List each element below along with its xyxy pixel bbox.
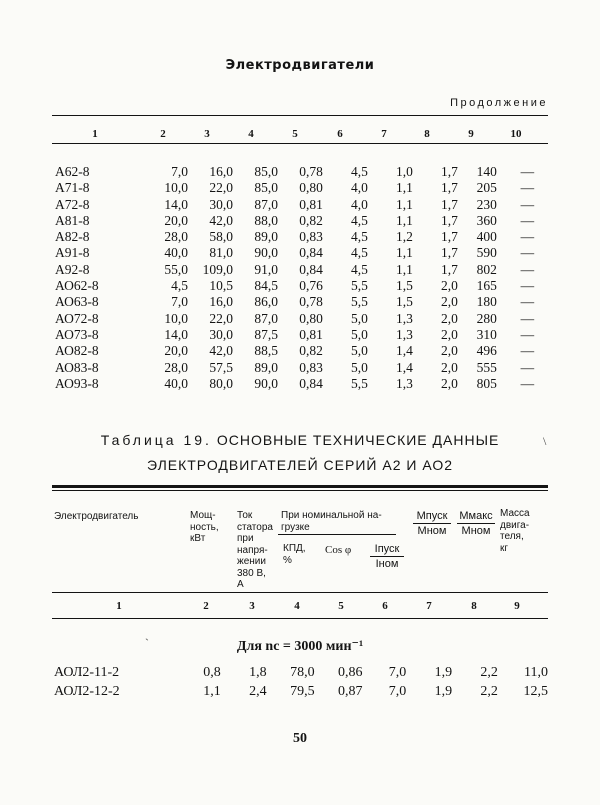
table-cell: — [520,261,535,277]
table-row [52,343,552,359]
table-cell: 140 [476,164,497,179]
table-cell: — [520,326,535,342]
table-cell: 89,0 [254,359,278,375]
table-row [52,682,548,701]
table-cell: 2,0 [441,359,458,375]
table-cell: 1,3 [396,326,413,342]
header-power-l1: Мощ- [190,510,216,521]
table-cell: 802 [476,261,497,277]
header-ipusk-num: Iпуск [370,543,404,557]
t1-colnum-1: 1 [92,128,98,140]
table-cell: 0,82 [299,343,323,359]
table-cell: 87,5 [254,326,278,342]
t2-colnum-4: 4 [294,600,300,612]
page-number: 50 [293,731,307,746]
table-cell: 1,9 [434,683,453,699]
header-mass-l4: кг [500,542,509,554]
table-cell: 2,0 [441,310,458,326]
table-cell: 4,0 [351,196,368,212]
table-cell: 42,0 [209,343,233,359]
table-cell: 4,5 [351,245,368,261]
cell-motor-type: А71-8 [55,180,90,196]
header-current-l7: А [237,579,244,590]
table-cell: 0,78 [299,294,323,310]
t1-colnum-10: 10 [510,128,522,140]
table-cell: 88,5 [254,343,278,359]
table-cell: 5,5 [351,294,368,310]
table-cell: 2,0 [441,326,458,342]
table-cell: 58,0 [209,229,233,245]
header-mmaks [457,510,495,537]
table-cell: 4,5 [351,229,368,245]
table-cell: 7,0 [171,294,188,310]
table-cell: 1,3 [396,310,413,326]
table2-top-rule-thin [52,490,548,491]
table-cell: 7,0 [388,664,407,680]
table-row [52,180,552,196]
table-cell: 590 [476,245,497,261]
table2-top-rule-thick [52,485,548,488]
cell-motor-type: АО62-8 [55,278,99,294]
table-cell: 79,5 [290,683,315,699]
table-cell: — [520,180,535,196]
table-cell: 0,86 [337,664,363,680]
header-current-l1: Ток [237,510,253,521]
header-mpusk-den: Мном [417,525,447,537]
cell-motor-type: А91-8 [55,245,90,261]
table-cell: 0,76 [299,278,323,294]
table-cell: 2,0 [441,375,458,391]
table-cell: 1,1 [203,683,221,699]
t2-colnum-8: 8 [471,600,477,612]
table-cell: 11,0 [524,664,548,680]
cell-motor-type: АО82-8 [55,343,99,359]
table-cell: — [520,212,535,228]
table-cell: 2,0 [441,343,458,359]
table1-top-rule [52,115,548,116]
t1-colnum-5: 5 [292,128,298,140]
cell-motor-type: АО83-8 [55,359,99,375]
table-cell: 1,7 [441,229,458,245]
table-cell: 109,0 [202,261,233,277]
t1-colnum-8: 8 [424,128,430,140]
header-ipusk-den: Iном [375,558,399,570]
table-cell: 1,1 [396,245,413,261]
table-cell: 0,82 [299,212,323,228]
table2-caption-label: Таблица 19. [100,432,212,448]
table-cell: 1,1 [396,196,413,212]
header-nominal [281,510,382,533]
header-mpusk-num: Мпуск [413,510,451,524]
table-cell: 1,7 [441,261,458,277]
t2-colnum-7: 7 [426,600,432,612]
table-cell: 2,2 [480,683,498,699]
table-cell: 1,1 [396,261,413,277]
table2-caption-line1 [0,432,600,448]
header-nominal-l2: грузке [281,521,310,533]
table-row [52,245,552,261]
table2-caption-title1: ОСНОВНЫЕ ТЕХНИЧЕСКИЕ ДАННЫЕ [216,432,500,448]
table-cell: 4,0 [351,180,368,196]
cell-motor-type: А72-8 [55,196,90,212]
table-cell: — [520,375,535,391]
table-cell: 20,0 [164,343,188,359]
table-row [52,327,552,343]
table-cell: 10,0 [164,180,188,196]
cell-motor-type: А81-8 [55,212,90,228]
cell-motor-type: А62-8 [55,164,90,179]
header-current-l4: напря- [237,544,268,556]
table-cell: 90,0 [254,375,278,391]
table2 [52,663,548,701]
header-mass-l2: двига- [500,519,530,531]
table-cell: 5,0 [351,310,368,326]
t1-colnum-6: 6 [337,128,343,140]
table-cell: 0,83 [299,229,323,245]
table-row [52,294,552,310]
table-cell: 1,3 [396,375,413,391]
table-cell: 2,4 [249,683,267,699]
table-row [52,229,552,245]
header-mmaks-den: Мном [461,525,491,537]
table-cell: 1,5 [396,294,413,310]
table-row [52,360,552,376]
table-cell: — [520,229,535,245]
t1-colnum-9: 9 [468,128,474,140]
table-cell: — [520,294,535,310]
table-cell: 80,0 [209,375,233,391]
table-cell: 4,5 [351,261,368,277]
table-cell: 230 [476,196,497,212]
t2-colnum-9: 9 [514,600,520,612]
header-current [237,510,273,591]
table-cell: 0,84 [299,261,323,277]
table-cell: 205 [476,180,497,196]
table-cell: 16,0 [209,164,233,179]
table-cell: 7,0 [171,164,188,179]
table-cell: 2,0 [441,278,458,294]
table-cell: 2,2 [480,664,498,680]
table2-colnum-rule [52,618,548,619]
table-cell: 1,4 [396,343,413,359]
table-cell: 22,0 [209,310,233,326]
table-cell: 400 [476,229,497,245]
table-cell: 85,0 [254,164,278,179]
table-cell: 16,0 [209,294,233,310]
table-cell: 30,0 [209,326,233,342]
table-cell: 5,5 [351,278,368,294]
table-cell: 55,0 [164,261,188,277]
table2-body [52,663,548,701]
table-cell: 1,1 [396,180,413,196]
table-cell: — [520,310,535,326]
cell-motor-type: А82-8 [55,229,90,245]
t2-colnum-5: 5 [338,600,344,612]
header-power-l3: кВт [190,533,206,544]
continuation-label: Продолжение [450,97,548,109]
stray-mark-2: ` [145,636,149,650]
table-cell: 1,8 [249,664,267,680]
table-cell: 0,84 [299,245,323,261]
header-current-l6: 380 В, [237,567,266,579]
header-current-l5: жении [237,556,266,567]
table1-header-rule [52,143,548,144]
table-cell: 310 [476,326,497,342]
table-cell: 4,5 [171,278,188,294]
header-power [190,510,219,545]
cell-motor-type: АО73-8 [55,326,99,342]
t2-colnum-2: 2 [203,600,209,612]
cell-motor-type: АО72-8 [55,310,99,326]
table-cell: — [520,343,535,359]
table-cell: 0,81 [299,326,323,342]
header-mass-l1: Масса [500,508,530,519]
table-cell: 1,7 [441,196,458,212]
t1-colnum-4: 4 [248,128,254,140]
table-cell: 40,0 [164,375,188,391]
table-cell: 0,87 [337,683,363,699]
table-cell: 30,0 [209,196,233,212]
header-efficiency [283,543,306,566]
t2-colnum-1: 1 [116,600,122,612]
table-row [52,376,552,392]
table-cell: 28,0 [164,359,188,375]
header-mass-l3: теля, [500,531,524,542]
table-cell: 1,7 [441,164,458,179]
table-cell: 0,78 [299,164,323,179]
table-cell: 5,5 [351,375,368,391]
running-header: Электродвигатели [225,58,375,73]
table-cell: 165 [476,278,497,294]
table-cell: 85,0 [254,180,278,196]
table-cell: 0,80 [299,180,323,196]
table-cell: 2,0 [441,294,458,310]
table-cell: 88,0 [254,212,278,228]
cell-motor-type: АОЛ2-12-2 [54,683,120,699]
t1-colnum-7: 7 [381,128,387,140]
header-power-l2: ность, [190,521,219,533]
table-cell: 0,80 [299,310,323,326]
table-cell: 1,2 [396,229,413,245]
cell-motor-type: А92-8 [55,261,90,277]
table-cell: — [520,359,535,375]
table-cell: 180 [476,294,497,310]
table-cell: 0,81 [299,196,323,212]
table-cell: 81,0 [209,245,233,261]
cell-motor-type: АО93-8 [55,375,99,391]
table-cell: — [520,196,535,212]
table-row [52,262,552,278]
table-cell: 22,0 [209,180,233,196]
table-cell: 280 [476,310,497,326]
table-cell: — [520,245,535,261]
t2-colnum-3: 3 [249,600,255,612]
table-cell: 91,0 [254,261,278,277]
table-cell: 1,9 [434,664,453,680]
header-efficiency-l1: КПД, [283,543,306,554]
table-cell: 0,83 [299,359,323,375]
table1-body [52,164,552,392]
table-cell: — [520,164,535,179]
table-cell: 12,5 [523,683,548,699]
table-cell: 7,0 [388,683,407,699]
table2-caption-line2: ЭЛЕКТРОДВИГАТЕЛЕЙ СЕРИЙ А2 И АО2 [146,457,454,473]
cell-motor-type: АО63-8 [55,294,99,310]
table-cell: 360 [476,212,497,228]
table-cell: 1,5 [396,278,413,294]
header-motor: Электродвигатель [54,511,139,522]
table-cell: 10,5 [209,278,233,294]
t1-colnum-3: 3 [204,128,210,140]
table-cell: 555 [476,359,497,375]
table-cell: — [520,278,535,294]
header-ipusk [370,543,404,570]
header-current-l3: при [237,533,254,544]
table-cell: 14,0 [164,326,188,342]
table-row [52,663,548,682]
table-row [52,164,552,180]
table-cell: 1,1 [396,212,413,228]
header-efficiency-l2: % [283,554,292,566]
table-cell: 10,0 [164,310,188,326]
table-cell: 1,7 [441,180,458,196]
table-cell: 0,84 [299,375,323,391]
table-cell: 84,5 [254,278,278,294]
table-cell: 28,0 [164,229,188,245]
t1-colnum-2: 2 [160,128,166,140]
table-cell: 89,0 [254,229,278,245]
header-nominal-l1: При номинальной на- [281,510,382,521]
table-cell: 86,0 [254,294,278,310]
table-cell: 1,7 [441,245,458,261]
table-cell: 1,4 [396,359,413,375]
header-nominal-rule [278,534,396,535]
section-title: Для nc = 3000 мин⁻¹ [236,639,364,654]
t2-colnum-6: 6 [382,600,388,612]
table-row [52,278,552,294]
table-cell: 1,0 [396,164,413,179]
header-mpusk [413,510,451,537]
table2-header-rule [52,592,548,593]
table-cell: 805 [476,375,497,391]
header-mmaks-num: Ммакс [457,510,495,524]
table-row [52,311,552,327]
header-mass [500,508,530,554]
header-current-l2: статора [237,521,273,533]
table-cell: 87,0 [254,196,278,212]
table-cell: 5,0 [351,359,368,375]
table1 [52,164,552,392]
table-cell: 20,0 [164,212,188,228]
table-cell: 5,0 [351,343,368,359]
table-cell: 4,5 [351,212,368,228]
table-cell: 78,0 [290,664,315,680]
table-cell: 57,5 [209,359,233,375]
table-cell: 496 [476,343,497,359]
table-cell: 87,0 [254,310,278,326]
table-cell: 14,0 [164,196,188,212]
table-cell: 5,0 [351,326,368,342]
table-cell: 1,7 [441,212,458,228]
table-cell: 4,5 [351,164,368,179]
table-cell: 90,0 [254,245,278,261]
table-row [52,197,552,213]
table-row [52,213,552,229]
table-cell: 40,0 [164,245,188,261]
header-cos: Cos φ [325,544,352,556]
table-cell: 0,8 [203,664,221,680]
cell-motor-type: АОЛ2-11-2 [54,664,120,680]
stray-mark: \ [543,434,547,448]
table-cell: 42,0 [209,212,233,228]
